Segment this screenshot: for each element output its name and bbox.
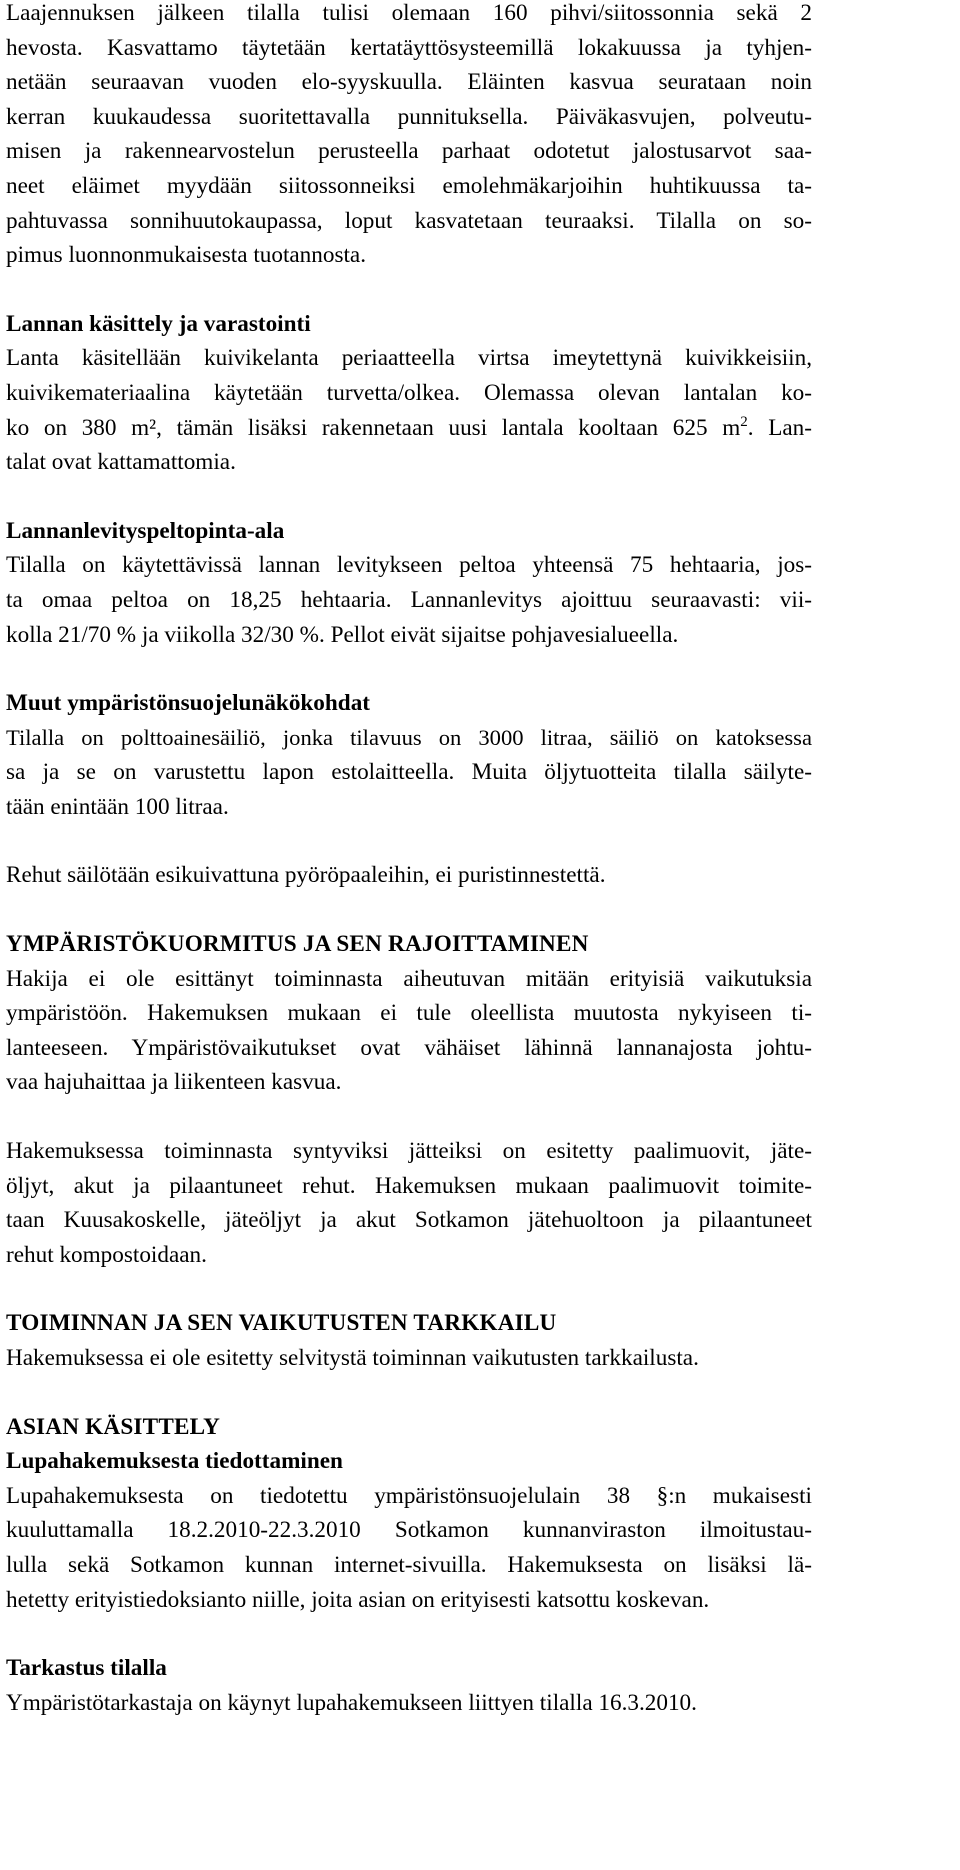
section-heading-processing: ASIAN KÄSITTELY <box>6 1413 221 1440</box>
text-line: pimus luonnonmukaisesta tuotannosta. <box>6 242 367 269</box>
text-line: hetetty erityistiedoksianto niille, joita asian on erityisesti katsottu koskevan. <box>6 1586 710 1613</box>
text-line: kolla 21/70 % ja viikolla 32/30 %. Pellot eivät sijaitse pohjavesialueella. <box>6 621 679 648</box>
text-line: tään enintään 100 litraa. <box>6 793 229 820</box>
text-segment: . Lan- <box>747 414 812 441</box>
feed-paragraph <box>6 858 812 893</box>
text-line: kuivikemateriaalina käytetään turvetta/olkea. Olemassa olevan lantalan ko- <box>6 379 812 406</box>
section-heading-spreading: Lannanlevityspeltopinta-ala <box>6 517 285 544</box>
text-line: lanteeseen. Ympäristövaikutukset ovat vähäiset lähinnä lannanajosta johtu- <box>6 1034 812 1061</box>
spreading-paragraph <box>6 548 812 652</box>
text-line: hevosta. Kasvattamo täytetään kertatäyttösysteemillä lokakuussa ja tyhjen- <box>6 34 812 61</box>
section-heading-inspection: Tarkastus tilalla <box>6 1655 167 1682</box>
manure-paragraph <box>6 341 812 479</box>
text-line: misen ja rakennearvostelun perusteella parhaat odotetut jalostusarvot saa- <box>6 138 812 165</box>
text-line: ympäristöön. Hakemuksen mukaan ei tule oleellista muutosta nykyiseen ti- <box>6 1000 812 1027</box>
text-line: taan Kuusakoskelle, jäteöljyt ja akut Sotkamon jätehuoltoon ja pilaantuneet <box>6 1207 812 1234</box>
text-line: Tilalla on käytettävissä lannan levitykseen peltoa yhteensä 75 hehtaaria, jos- <box>6 552 812 579</box>
section-heading-manure: Lannan käsittely ja varastointi <box>6 310 311 337</box>
text-line: vaa hajuhaittaa ja liikenteen kasvua. <box>6 1069 342 1096</box>
text-line: sa ja se on varustettu lapon estolaitteella. Muita öljytuotteita tilalla säilyte- <box>6 759 812 786</box>
text-line: Hakemuksessa toiminnasta syntyviksi jätteiksi on esitetty paalimuovit, jäte- <box>6 1138 812 1165</box>
subheading-notification: Lupahakemuksesta tiedottaminen <box>6 1448 343 1475</box>
text-line: Rehut säilötään esikuivattuna pyöröpaaleihin, ei puristinnestettä. <box>6 862 606 889</box>
processing-paragraph <box>6 1479 812 1617</box>
section-heading-other-env: Muut ympäristönsuojelunäkökohdat <box>6 690 371 717</box>
text-segment: ko on 380 m², tämän lisäksi rakennetaan uusi lantala kooltaan 625 m <box>6 414 741 441</box>
superscript: 2 <box>740 413 748 430</box>
text-line: rehut kompostoidaan. <box>6 1241 207 1268</box>
text-line: Lanta käsitellään kuivikelanta periaatteella virtsa imeytettynä kuivikkeisiin, <box>6 345 812 372</box>
other-env-paragraph <box>6 721 812 825</box>
env-load-paragraph <box>6 962 812 1100</box>
section-heading-monitoring: TOIMINNAN JA SEN VAIKUTUSTEN TARKKAILU <box>6 1310 557 1337</box>
inspection-paragraph <box>6 1686 812 1721</box>
intro-paragraph <box>6 0 812 273</box>
text-line: talat ovat kattamattomia. <box>6 449 236 476</box>
waste-paragraph <box>6 1134 812 1272</box>
text-line: neet eläimet myydään siitossonneiksi emolehmäkarjoihin huhtikuussa ta- <box>6 172 812 199</box>
text-line: Lupahakemuksesta on tiedotettu ympäristönsuojelulain 38 §:n mukaisesti <box>6 1482 812 1509</box>
text-line: Hakija ei ole esittänyt toiminnasta aiheutuvan mitään erityisiä vaikutuksia <box>6 965 812 992</box>
text-line: Tilalla on polttoainesäiliö, jonka tilavuus on 3000 litraa, säiliö on katoksessa <box>6 724 812 750</box>
text-line: Laajennuksen jälkeen tilalla tulisi olemaan 160 pihvi/siitossonnia sekä 2 <box>6 0 812 26</box>
text-line: ta omaa peltoa on 18,25 hehtaaria. Lannanlevitys ajoittuu seuraavasti: vii- <box>6 586 812 613</box>
text-line: öljyt, akut ja pilaantuneet rehut. Hakemuksen mukaan paalimuovit toimite- <box>6 1172 812 1199</box>
section-heading-env-load: YMPÄRISTÖKUORMITUS JA SEN RAJOITTAMINEN <box>6 931 589 958</box>
text-line: kuuluttamalla 18.2.2010-22.3.2010 Sotkamon kunnanviraston ilmoitustau- <box>6 1517 812 1544</box>
text-line: pahtuvassa sonnihuutokaupassa, loput kasvatetaan teuraaksi. Tilalla on so- <box>6 207 812 234</box>
monitoring-paragraph <box>6 1341 812 1376</box>
text-line-with-superscript <box>6 411 812 446</box>
text-line: kerran kuukaudessa suoritettavalla punnituksella. Päiväkasvujen, polveutu- <box>6 103 812 130</box>
text-line: netään seuraavan vuoden elo-syyskuulla. Eläinten kasvua seurataan noin <box>6 69 812 96</box>
text-line: Ympäristötarkastaja on käynyt lupahakemukseen liittyen tilalla 16.3.2010. <box>6 1689 697 1716</box>
text-line: Hakemuksessa ei ole esitetty selvitystä toiminnan vaikutusten tarkkailusta. <box>6 1345 699 1371</box>
text-line: lulla sekä Sotkamon kunnan internet-sivuilla. Hakemuksesta on lisäksi lä- <box>6 1551 812 1578</box>
